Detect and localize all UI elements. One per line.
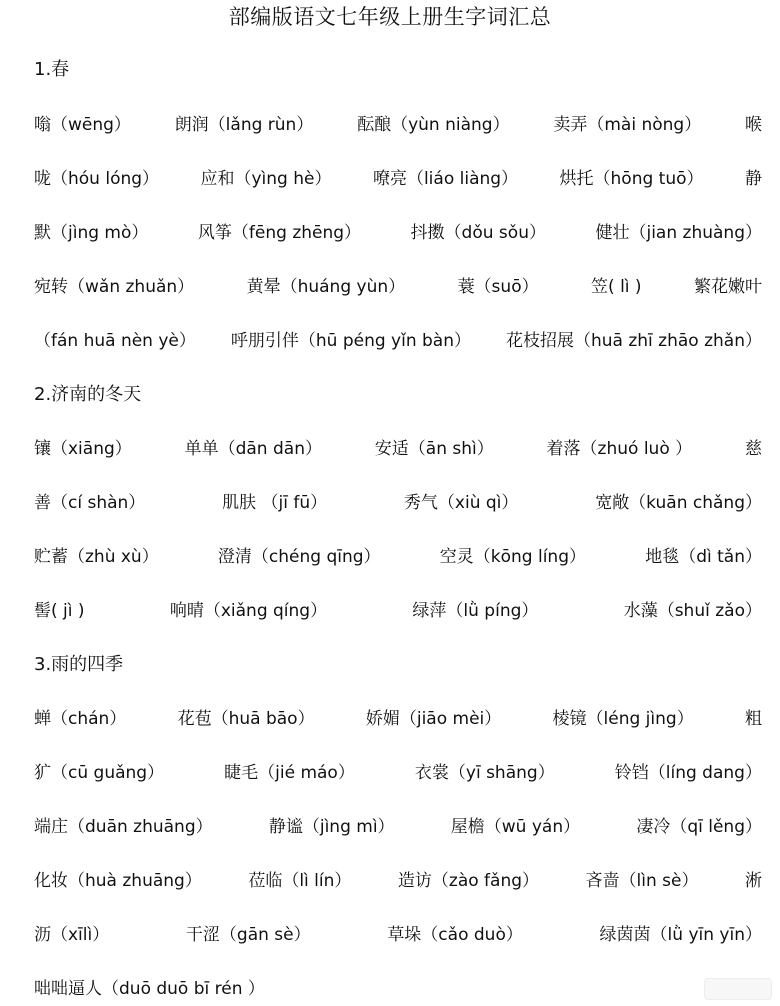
vocab-entry: 花枝招展（huā zhī zhāo zhǎn） bbox=[505, 331, 762, 351]
vocab-line bbox=[34, 540, 762, 574]
page-title: 部编版语文七年级上册生字词汇总 bbox=[228, 5, 552, 29]
vocab-entry: 蓑（suō） bbox=[457, 277, 539, 297]
vocab-entry: 衣裳（yī shāng） bbox=[414, 763, 555, 783]
vocab-line bbox=[34, 702, 762, 736]
section-heading bbox=[34, 378, 762, 412]
vocab-entry: 健壮（jian zhuàng） bbox=[595, 223, 762, 243]
section-heading bbox=[34, 648, 762, 682]
vocab-entry: 吝啬（lìn sè） bbox=[585, 871, 699, 891]
vocab-entry: 笠( lì ) bbox=[591, 277, 642, 297]
vocab-entry: 嘹亮（liáo liàng） bbox=[372, 169, 519, 189]
vocab-entry: 空灵（kōng líng） bbox=[439, 547, 586, 567]
vocab-entry: 犷（cū guǎng） bbox=[34, 763, 165, 783]
vocab-entry: 花苞（huā bāo） bbox=[177, 709, 315, 729]
vocab-entry: 屋檐（wū yán） bbox=[450, 817, 581, 837]
vocab-entry: 睫毛（jié máo） bbox=[224, 763, 355, 783]
vocab-entry: 棱镜（léng jìng） bbox=[552, 709, 694, 729]
vocab-line bbox=[34, 864, 762, 898]
vocab-entry: 肌肤 （jī fū） bbox=[222, 493, 328, 513]
vocab-line bbox=[34, 216, 762, 250]
vocab-line bbox=[34, 108, 762, 142]
vocab-entry: 默（jìng mò） bbox=[34, 223, 149, 243]
vocab-entry: 化妆（huà zhuāng） bbox=[34, 871, 202, 891]
vocab-entry: 绿茵茵（lǜ yīn yīn） bbox=[599, 925, 762, 945]
vocab-entry: 干涩（gān sè） bbox=[185, 925, 311, 945]
vocab-entry: 呼朋引伴（hū péng yǐn bàn） bbox=[230, 331, 471, 351]
vocab-entry: 黄晕（huáng yùn） bbox=[246, 277, 406, 297]
vocab-entry: 善（cí shàn） bbox=[34, 493, 146, 513]
vocab-entry: 着落（zhuó luò ） bbox=[546, 439, 693, 459]
vocab-line bbox=[34, 432, 762, 466]
vocab-line bbox=[34, 756, 762, 790]
vocab-line bbox=[34, 162, 762, 196]
vocab-entry: 淅 bbox=[744, 871, 762, 891]
vocab-line bbox=[34, 270, 762, 304]
vocab-entry: 宽敞（kuān chǎng） bbox=[595, 493, 762, 513]
vocab-entry: 静 bbox=[744, 169, 762, 189]
watermark-logo bbox=[704, 978, 772, 1000]
vocab-entry: 镶（xiāng） bbox=[34, 439, 132, 459]
section-heading bbox=[34, 53, 762, 87]
vocab-entry: 慈 bbox=[744, 439, 762, 459]
vocab-entry: 风筝（fēng zhēng） bbox=[197, 223, 362, 243]
vocab-entry: 髻( jì ) bbox=[34, 601, 85, 621]
vocab-entry: 繁花嫩叶 bbox=[693, 277, 762, 297]
vocab-line bbox=[34, 918, 762, 952]
vocab-entry: 澄清（chéng qīng） bbox=[217, 547, 381, 567]
vocab-entry: 水藻（shuǐ zǎo） bbox=[623, 601, 762, 621]
vocab-entry: 单单（dān dān） bbox=[184, 439, 322, 459]
vocab-entry: 酝酿（yùn niàng） bbox=[357, 115, 510, 135]
vocab-entry: 抖擞（dǒu sǒu） bbox=[410, 223, 546, 243]
vocab-entry: 娇媚（jiāo mèi） bbox=[365, 709, 502, 729]
vocab-line bbox=[34, 810, 762, 844]
vocab-entry: 沥（xīlì） bbox=[34, 925, 110, 945]
section-heading-text: 3.雨的四季 bbox=[34, 654, 124, 675]
vocab-entry: 秀气（xiù qì） bbox=[403, 493, 519, 513]
vocab-line bbox=[34, 594, 762, 628]
vocab-line bbox=[34, 324, 762, 358]
vocab-entry: 端庄（duān zhuāng） bbox=[34, 817, 213, 837]
section-heading-text: 1.春 bbox=[34, 59, 70, 80]
vocab-entry: 宛转（wǎn zhuǎn） bbox=[34, 277, 195, 297]
vocab-entry: 粗 bbox=[744, 709, 762, 729]
vocab-entry: 莅临（lì lín） bbox=[248, 871, 352, 891]
vocab-entry: 造访（zào fǎng） bbox=[397, 871, 540, 891]
vocab-entry: 嗡（wēng） bbox=[34, 115, 131, 135]
vocab-entry: 应和（yìng hè） bbox=[200, 169, 332, 189]
vocab-entry: 安适（ān shì） bbox=[374, 439, 494, 459]
vocab-entry: 响晴（xiǎng qíng） bbox=[169, 601, 328, 621]
vocab-entry: 草垛（cǎo duò） bbox=[387, 925, 523, 945]
vocab-entry: （fán huā nèn yè） bbox=[34, 331, 196, 351]
vocab-line bbox=[34, 972, 762, 1006]
vocab-entry: 朗润（lǎng rùn） bbox=[174, 115, 314, 135]
vocab-entry: 咙（hóu lóng） bbox=[34, 169, 160, 189]
vocab-entry: 卖弄（mài nòng） bbox=[553, 115, 702, 135]
vocab-entry: 静谧（jìng mì） bbox=[268, 817, 395, 837]
vocab-entry: 地毯（dì tǎn） bbox=[645, 547, 762, 567]
vocab-entry: 咄咄逼人（duō duō bī rén ） bbox=[34, 979, 265, 999]
vocab-entry: 铃铛（líng dang） bbox=[614, 763, 762, 783]
vocab-entry: 凄冷（qī lěng） bbox=[636, 817, 762, 837]
section-heading-text: 2.济南的冬天 bbox=[34, 384, 142, 405]
vocab-entry: 贮蓄（zhù xù） bbox=[34, 547, 159, 567]
vocab-entry: 绿萍（lǜ píng） bbox=[412, 601, 539, 621]
vocab-line bbox=[34, 486, 762, 520]
vocab-entry: 喉 bbox=[744, 115, 762, 135]
vocab-entry: 烘托（hōng tuō） bbox=[559, 169, 704, 189]
vocab-entry: 蝉（chán） bbox=[34, 709, 127, 729]
